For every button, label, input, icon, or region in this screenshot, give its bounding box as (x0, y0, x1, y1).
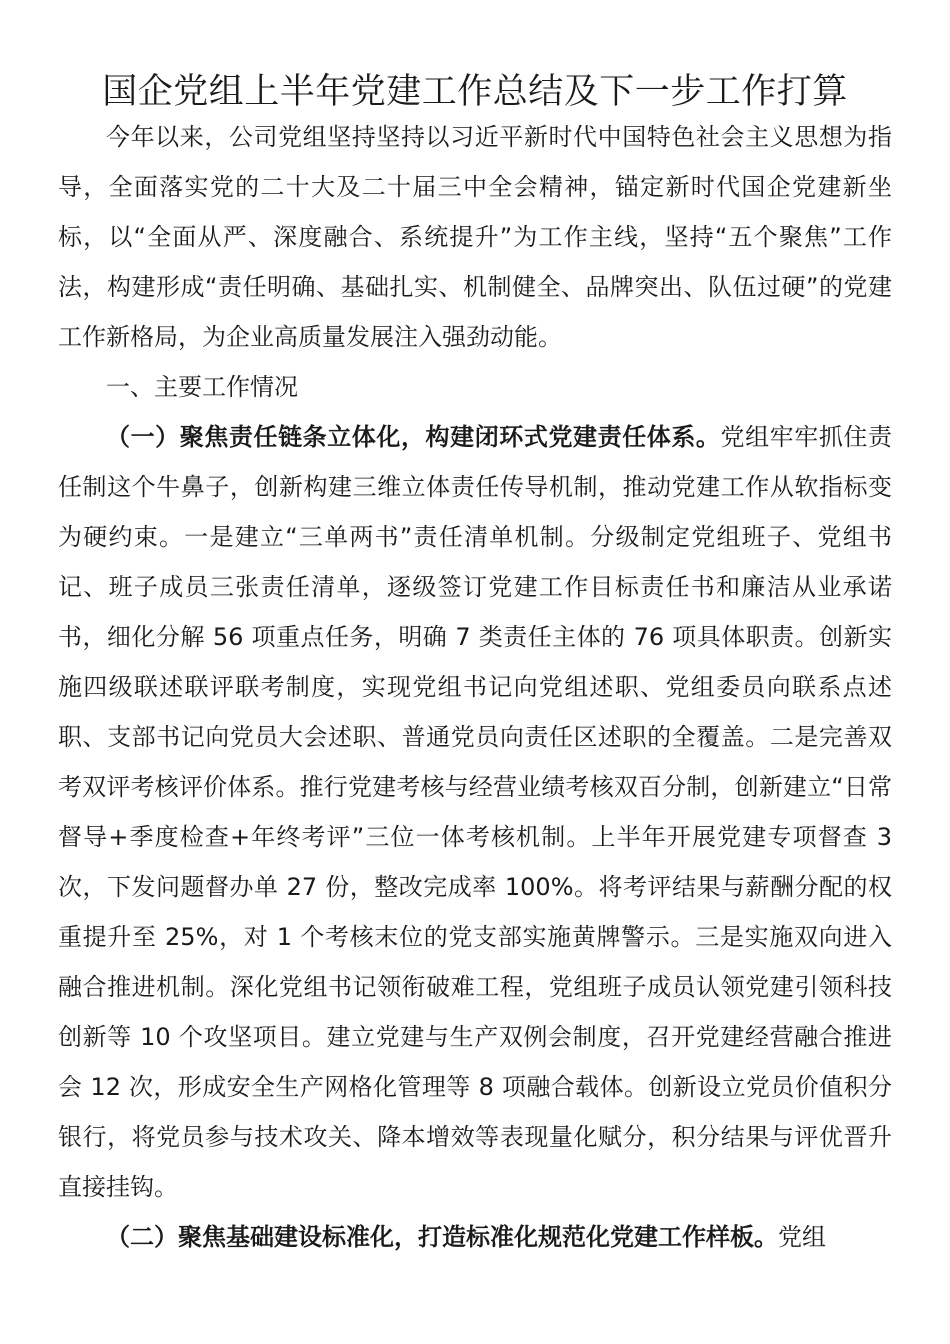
document-body (58, 112, 892, 1262)
item-2-heading: （二）聚焦基础建设标准化，打造标准化规范化党建工作样板。 (106, 1223, 778, 1251)
section-heading: 一、主要工作情况 (106, 373, 298, 401)
item-1-paragraph (58, 412, 892, 1212)
item-2-paragraph (58, 1212, 892, 1262)
intro-paragraph: 今年以来，公司党组坚持坚持以习近平新时代中国特色社会主义思想为指导，全面落实党的二十大及二十届三中全会精神，锚定新时代国企党建新坐标，以“全面从严、深度融合、系统提升”为工作主线，坚持“五个聚焦”工作法，构建形成“责任明确、基础扎实、机制健全、品牌突出、队伍过硬”的党建工作新格局，为企业高质量发展注入强劲动能。 (58, 123, 892, 351)
item-1-body: 党组牢牢抓住责任制这个牛鼻子，创新构建三维立体责任传导机制，推动党建工作从软指标变为硬约束。一是建立“三单两书”责任清单机制。分级制定党组班子、党组书记、班子成员三张责任清单，逐级签订党建工作目标责任书和廉洁从业承诺书，细化分解 56 项重点任务，明确 7 类责任主体的 76 项具体职责。创新实施四级联述联评联考制度，实现党组书记向党组述职、党组委员向联系点述职、支部书记向党员大会述职、普通党员向责任区述职的全覆盖。二是完善双考双评考核评价体系。推行党建考核与经营业绩考核双百分制，创新建立“日常督导+季度检查+年终考评”三位一体考核机制。上半年开展党建专项督查 3 次，下发问题督办单 27 份，整改完成率 100%。将考评结果与薪酬分配的权重提升至 25%，对 1 个考核末位的党支部实施黄牌警示。三是实施双向进入融合推进机制。深化党组书记领衔破难工程，党组班子成员认领党建引领科技创新等 10 个攻坚项目。建立党建与生产双例会制度，召开党建经营融合推进会 12 次，形成安全生产网格化管理等 8 项融合载体。创新设立党员价值积分银行，将党员参与技术攻关、降本增效等表现量化赋分，积分结果与评优晋升直接挂钩。 (58, 423, 892, 1201)
item-2-body: 党组 (778, 1223, 826, 1251)
document-title: 国企党组上半年党建工作总结及下一步工作打算 (102, 72, 848, 112)
item-1-heading: （一）聚焦责任链条立体化，构建闭环式党建责任体系。 (106, 423, 721, 451)
